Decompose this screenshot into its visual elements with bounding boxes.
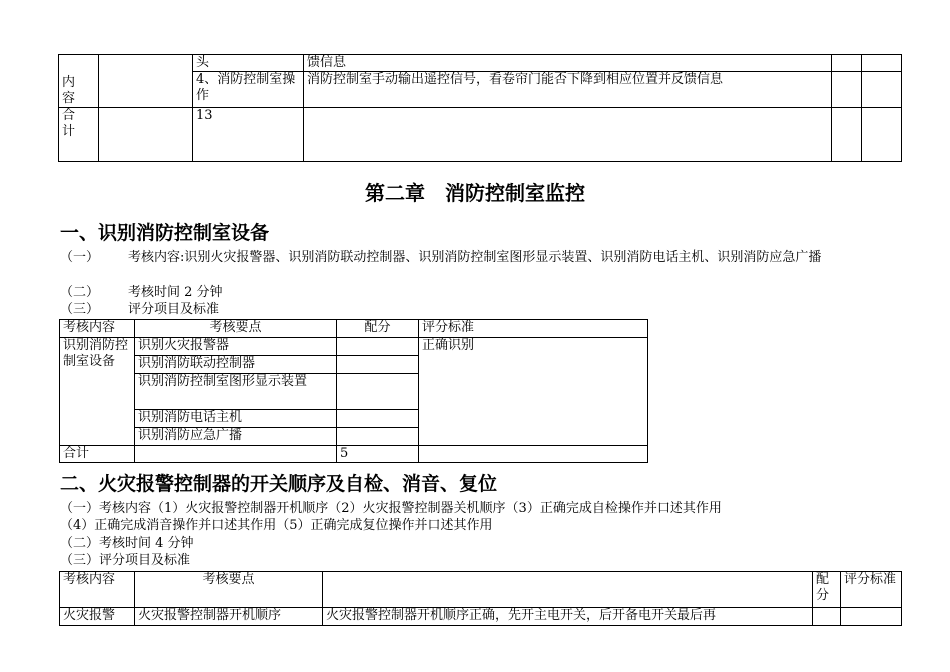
table-cell — [832, 108, 862, 162]
section2-heading: 二、火灾报警控制器的开关顺序及自检、消音、复位 — [60, 473, 498, 495]
score-cell — [337, 428, 419, 446]
section2-line3: （二）考核时间 4 分钟 — [60, 536, 194, 551]
point-cell: 识别消防联动控制器 — [135, 356, 337, 374]
score-cell — [337, 356, 419, 374]
table-cell: 4、消防控制室操作 — [193, 72, 304, 108]
table-header-row — [60, 572, 902, 608]
table-cell — [99, 55, 193, 108]
section1-item2 — [60, 285, 223, 301]
total-label: 合计 — [62, 108, 76, 139]
header-cell: 评分标准 — [419, 320, 648, 338]
table-cell — [841, 608, 902, 626]
table-cell — [304, 108, 832, 162]
header-cell: 考核内容 — [60, 320, 135, 338]
section2-line4: （三）评分项目及标准 — [60, 553, 191, 568]
header-cell: 配分 — [813, 572, 841, 608]
table-cell — [832, 55, 862, 72]
table-cell: 馈信息 — [304, 55, 832, 72]
score-cell — [337, 374, 419, 410]
table-cell — [59, 108, 99, 162]
table-cell — [862, 72, 902, 108]
table-cell-text: 内容 — [62, 75, 76, 106]
table-total-row — [60, 446, 648, 463]
table-cell: 火灾报警控制器开机顺序正确，先开主电开关，后开备电开关最后再 — [323, 608, 813, 626]
total-score: 5 — [337, 446, 419, 463]
section2-line2: （4）正确完成消音操作并口述其作用（5）正确完成复位操作并口述其作用 — [60, 518, 493, 533]
section2-line1: （一）考核内容（1）火灾报警控制器开机顺序（2）火灾报警控制器关机顺序（3）正确完成自检操作并口述其作用 — [60, 501, 722, 516]
section1-score-table — [59, 319, 648, 463]
item-label: （二） — [60, 285, 100, 300]
table-cell — [862, 108, 902, 162]
header-cell: 评分标准 — [841, 572, 902, 608]
table-row — [59, 55, 902, 72]
total-label: 合计 — [60, 446, 135, 463]
standard-cell: 正确识别 — [419, 338, 648, 446]
table-cell: 火灾报警 — [60, 608, 135, 626]
table-row — [59, 108, 902, 162]
item-text: 考核时间 2 分钟 — [128, 285, 223, 300]
table-cell: 火灾报警控制器开机顺序 — [135, 608, 323, 626]
table-cell — [813, 608, 841, 626]
table-header-row — [60, 320, 648, 338]
point-cell: 识别消防电话主机 — [135, 410, 337, 428]
table-cell — [59, 55, 99, 108]
header-cell: 考核要点 — [135, 572, 323, 608]
table-row — [60, 608, 902, 626]
table-cell: 消防控制室手动输出遥控信号，看卷帘门能否下降到相应位置并反馈信息 — [304, 72, 832, 108]
section2-score-table — [59, 571, 902, 626]
header-cell: 配分 — [337, 320, 419, 338]
section1-heading: 一、识别消防控制室设备 — [60, 222, 270, 244]
header-cell: 考核内容 — [60, 572, 135, 608]
item-text: 考核内容:识别火灾报警器、识别消防联动控制器、识别消防控制室图形显示装置、识别消防电话主机、识别消防应急广播 — [128, 250, 822, 265]
table-cell: 头 — [193, 55, 304, 72]
section1-item1 — [60, 250, 902, 266]
category-cell: 识别消防控制室设备 — [60, 338, 135, 446]
score-cell — [337, 338, 419, 356]
item-text: 评分项目及标准 — [128, 302, 220, 317]
table-cell — [99, 108, 193, 162]
header-cell — [323, 572, 813, 608]
item-label: （一） — [60, 250, 100, 265]
table-cell — [832, 72, 862, 108]
table-cell — [862, 55, 902, 72]
point-cell: 识别火灾报警器 — [135, 338, 337, 356]
table-cell: 13 — [193, 108, 304, 162]
point-cell: 识别消防控制室图形显示装置 — [135, 374, 337, 410]
item-label: （三） — [60, 302, 100, 317]
chapter-title: 第二章 消防控制室监控 — [365, 181, 585, 205]
table-cell — [419, 446, 648, 463]
section1-item3 — [60, 302, 219, 318]
top-continuation-table — [58, 54, 902, 162]
score-cell — [337, 410, 419, 428]
table-row — [60, 338, 648, 356]
header-cell: 考核要点 — [135, 320, 337, 338]
table-cell — [135, 446, 337, 463]
point-cell: 识别消防应急广播 — [135, 428, 337, 446]
